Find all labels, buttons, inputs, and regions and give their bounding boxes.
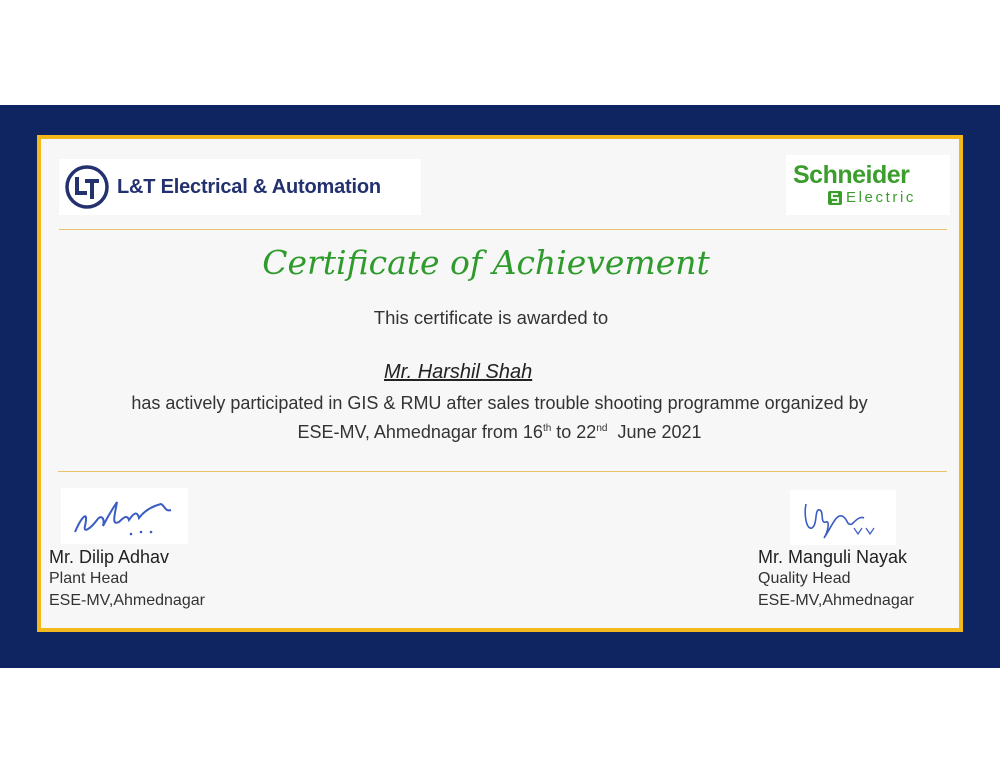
divider-top [59, 229, 947, 230]
signatory-left [49, 546, 205, 612]
certificate-title: Certificate of Achievement [262, 243, 710, 282]
divider-bottom [58, 471, 947, 472]
signatory-name: Mr. Manguli Nayak [758, 547, 908, 567]
description-line-2: ESE-MV, Ahmednagar from 16th to 22nd June 2021 [297, 422, 702, 442]
signatory-location: ESE-MV,Ahmednagar [758, 592, 914, 609]
schneider-logo [786, 155, 950, 215]
lt-emblem-icon [63, 163, 111, 211]
signatory-role: Quality Head [758, 570, 851, 587]
signatory-role: Plant Head [49, 570, 129, 587]
certificate [37, 135, 963, 632]
signatory-name: Mr. Dilip Adhav [49, 547, 170, 567]
schneider-logo-name: Schneider [793, 161, 910, 189]
signature-right [790, 490, 896, 545]
awarded-text: This certificate is awarded to [373, 307, 609, 328]
lt-logo [59, 159, 421, 215]
description-line-1: has actively participated in GIS & RMU after sales trouble shooting programme organized by [131, 393, 868, 413]
certificate-description [41, 391, 958, 445]
recipient-name: Mr. Harshil Shah [384, 361, 533, 383]
schneider-logo-sub: Electric [846, 189, 916, 206]
schneider-emblem-icon [827, 190, 843, 206]
signature-left [61, 488, 188, 544]
signatory-location: ESE-MV,Ahmednagar [49, 592, 205, 609]
lt-logo-text: L&T Electrical & Automation [117, 175, 381, 198]
signatory-right [758, 546, 914, 612]
